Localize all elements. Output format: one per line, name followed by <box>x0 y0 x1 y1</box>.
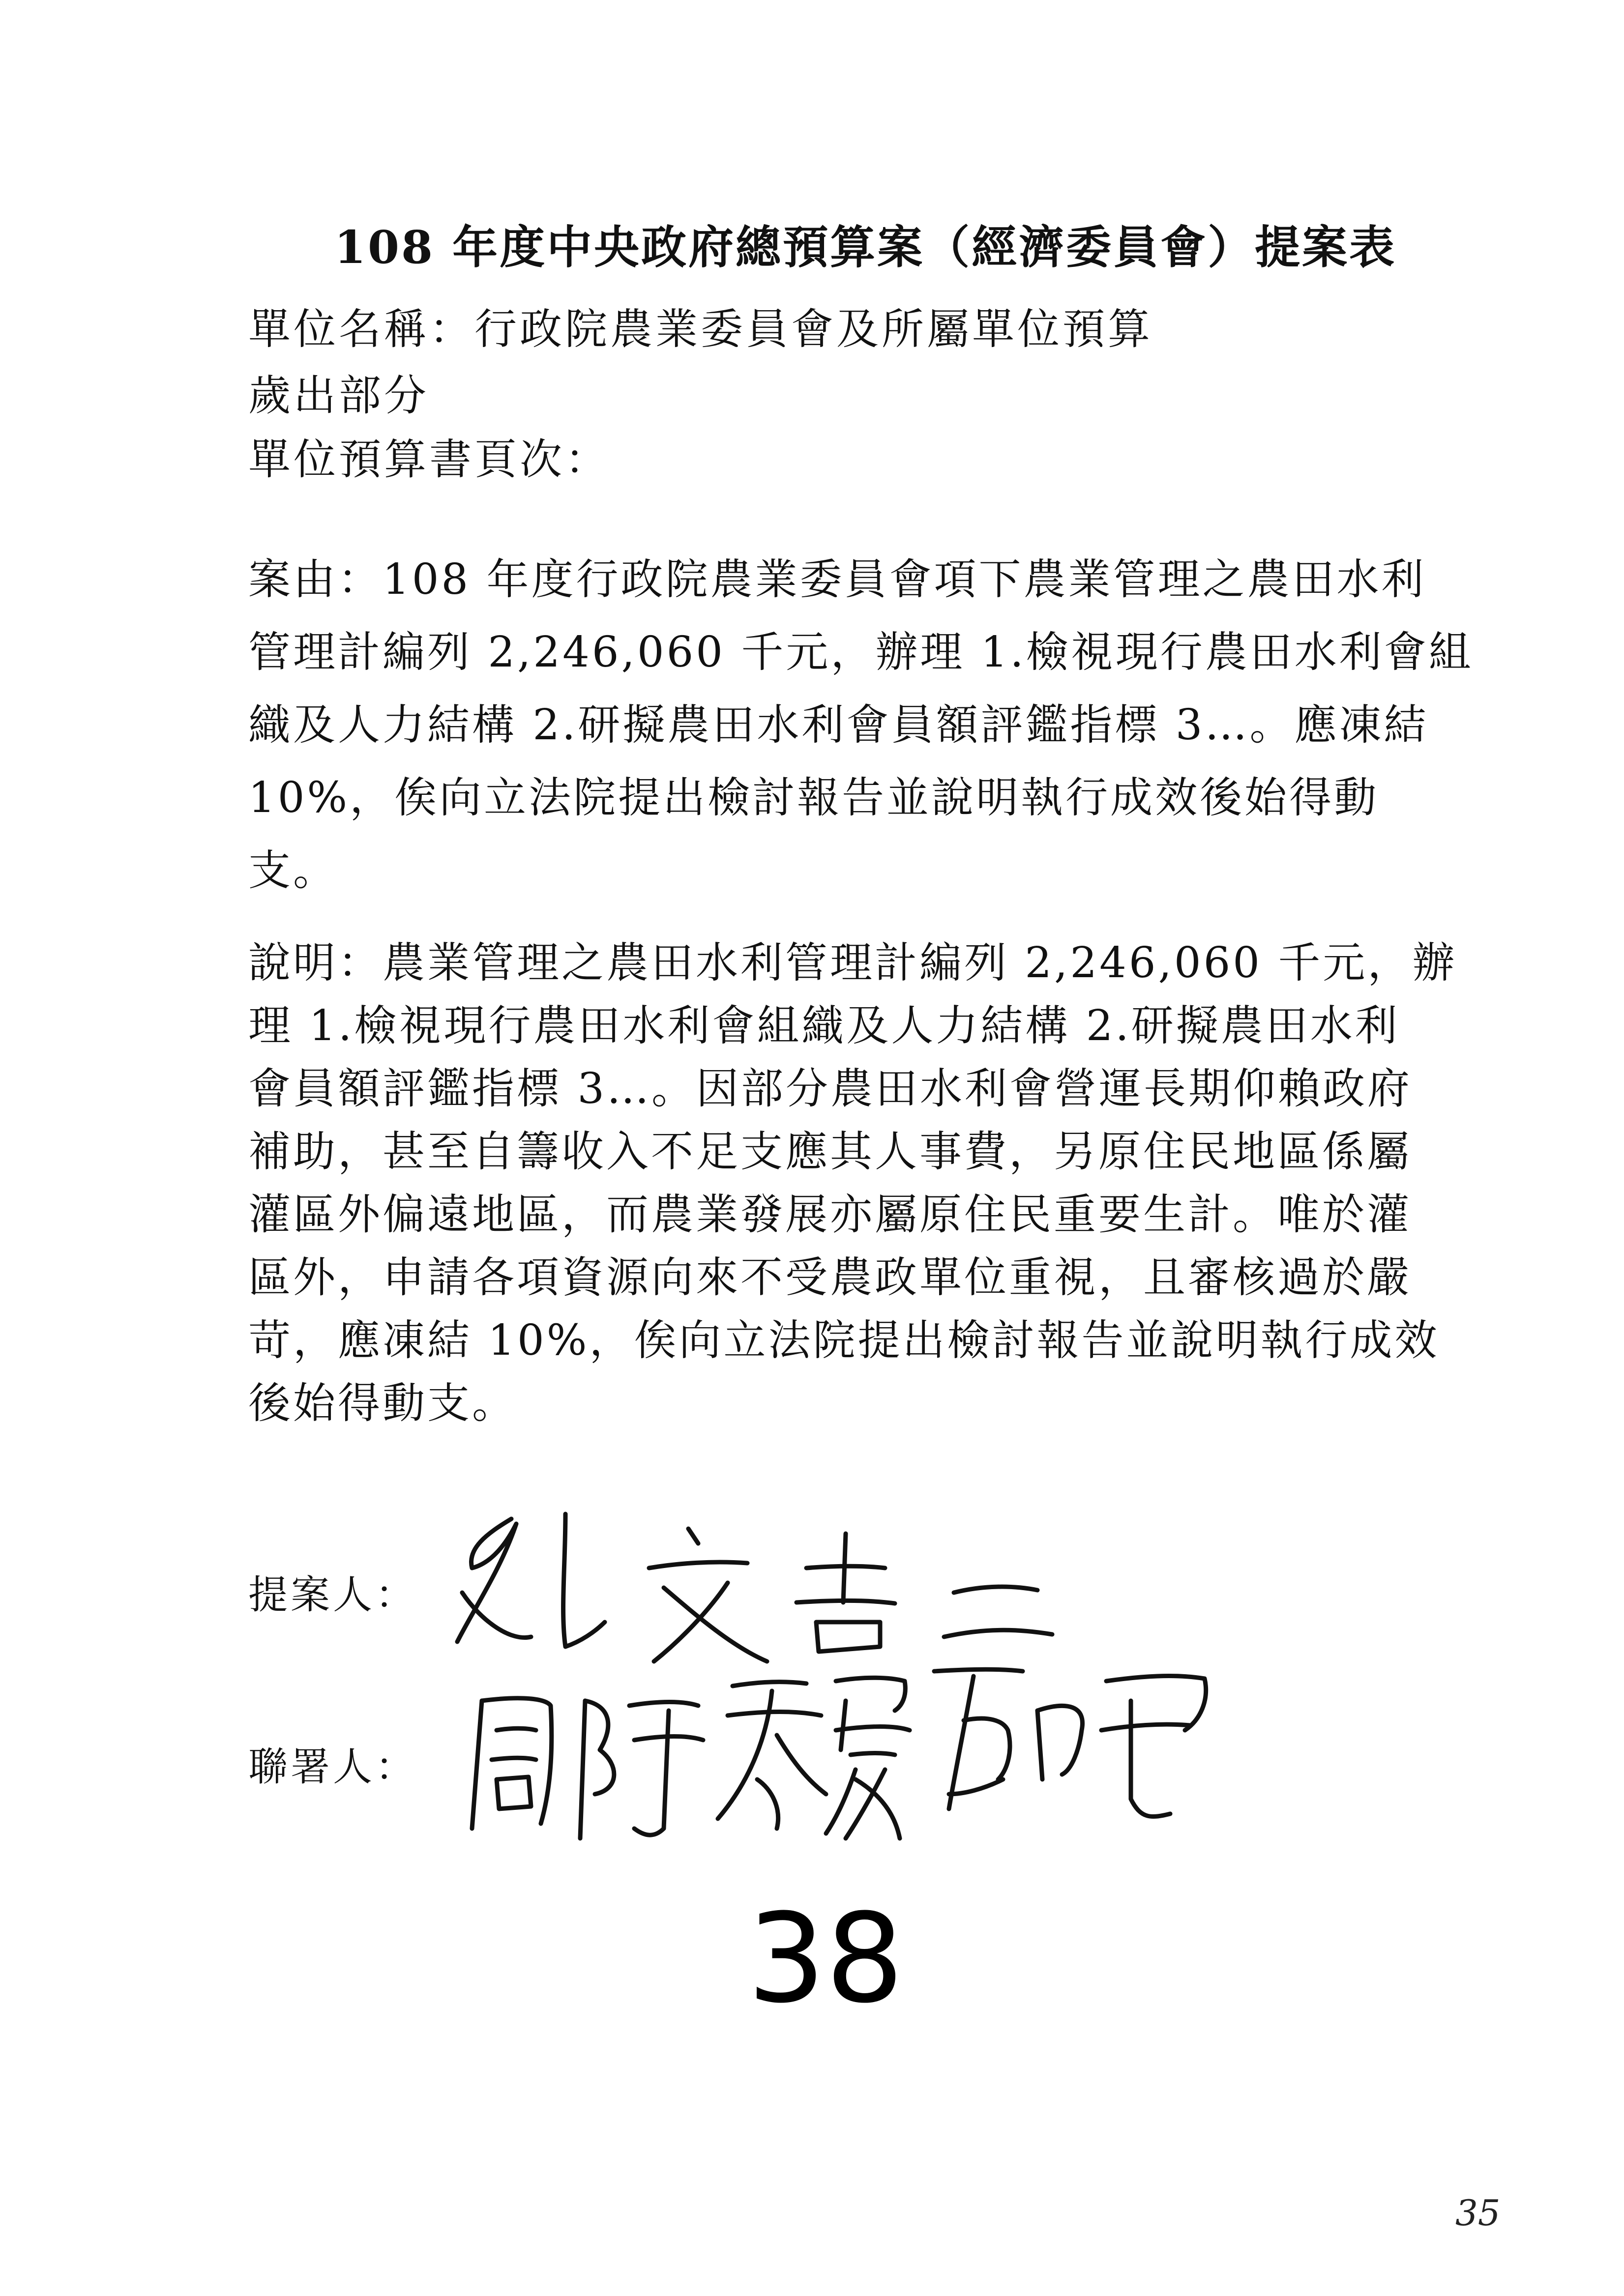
unit-name: 單位名稱：行政院農業委員會及所屬單位預算 <box>248 305 1153 354</box>
cosigner-label: 聯署人： <box>248 1744 417 1790</box>
case-line: 管理計編列 2,246,060 千元，辦理 1.檢視現行農田水利會組 <box>248 628 1474 677</box>
budget-page-label: 單位預算書頁次： <box>248 435 610 484</box>
explanation-line: 灌區外偏遠地區，而農業發展亦屬原住民重要生計。唯於灌 <box>248 1190 1412 1239</box>
cosigner-signature-2 <box>934 1669 1206 1816</box>
explanation-line: 說明：農業管理之農田水利管理計編列 2,246,060 千元，辦 <box>248 938 1457 988</box>
case-line: 支。 <box>248 846 338 895</box>
explanation-line: 苛，應凍結 10%，俟向立法院提出檢討報告並說明執行成效 <box>248 1316 1440 1365</box>
section-label: 歲出部分 <box>248 371 429 420</box>
explanation-line: 會員額評鑑指標 3…。因部分農田水利會營運長期仰賴政府 <box>248 1064 1413 1113</box>
case-line: 10%，俟向立法院提出檢討報告並說明執行成效後始得動 <box>248 773 1379 822</box>
case-line: 織及人力結構 2.研擬農田水利會員額評鑑指標 3…。應凍結 <box>248 700 1429 750</box>
explanation-line: 補助，甚至自籌收入不足支應其人事費，另原住民地區係屬 <box>248 1127 1412 1176</box>
explanation-line: 後始得動支。 <box>248 1379 517 1428</box>
case-paragraph <box>248 543 1474 907</box>
page-number: 35 <box>1455 2192 1501 2234</box>
explanation-line: 理 1.檢視現行農田水利會組織及人力結構 2.研擬農田水利 <box>248 1001 1400 1050</box>
proposer-label: 提案人： <box>248 1572 417 1618</box>
handwritten-number: 38 <box>747 1887 904 2030</box>
cosigner-signature-1 <box>472 1678 910 1838</box>
proposer-signature <box>457 1514 1052 1661</box>
document-title: 108 年度中央政府總預算案（經濟委員會）提案表 <box>334 221 1397 274</box>
explanation-line: 區外，申請各項資源向來不受農政單位重視，且審核過於嚴 <box>248 1253 1412 1302</box>
case-line: 案由：108 年度行政院農業委員會項下農業管理之農田水利 <box>248 555 1426 604</box>
explanation-paragraph <box>248 931 1457 1435</box>
